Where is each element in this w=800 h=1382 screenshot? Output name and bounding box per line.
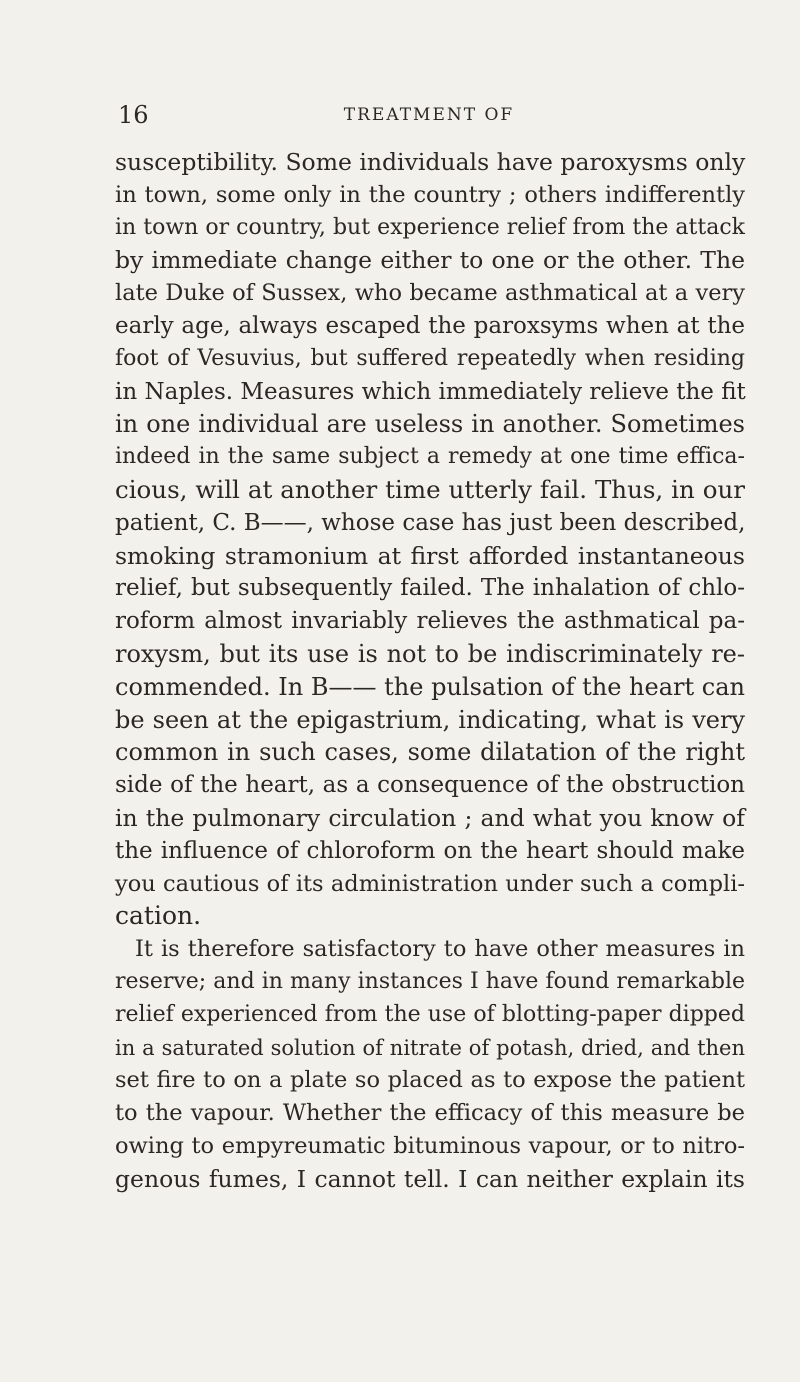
text-line: roform almost invariably relieves the asthmatical pa- [115,608,745,635]
text-line: commended. In B—— the pulsation of the heart can [115,672,745,701]
text-line: in town or country, but experience relief from the attack [115,214,745,240]
running-title: TREATMENT OF [343,105,515,125]
text-line: owing to empyreumatic bituminous vapour, or to nitro- [115,1132,745,1159]
text-line: genous fumes, I cannot tell. I can neither explain its [115,1164,745,1193]
text-line: late Duke of Sussex, who became asthmatical at a very [115,280,745,307]
text-line: the influence of chloroform on the heart should make [115,837,745,864]
text-line: relief, but subsequently failed. The inhalation of chlo- [115,575,745,602]
text-line: patient, C. B——, whose case has just been described, [115,509,746,536]
page-number: 16 [118,101,149,129]
text-line: It is therefore satisfactory to have other measures in [135,936,745,963]
text-line: side of the heart, as a consequence of the obstruction [115,772,745,799]
text-line: in a saturated solution of nitrate of potash, dried, and then [115,1035,745,1060]
text-line: you cautious of its administration under such a compli- [115,870,745,897]
text-line: in town, some only in the country ; others indifferently [115,181,745,208]
text-line: set fire to on a plate so placed as to expose the patient [115,1067,745,1094]
text-line: by immediate change either to one or the other. The [115,246,745,275]
text-line: indeed in the same subject a remedy at one time effica- [115,444,745,470]
text-line: susceptibility. Some individuals have paroxysms only [115,148,746,176]
text-line: roxysm, but its use is not to be indiscriminately re- [115,639,745,668]
text-line: reserve; and in many instances I have found remarkable [115,968,745,994]
text-line: early age, always escaped the paroxsyms when at the [115,312,745,339]
text-line: in the pulmonary circulation ; and what you know of [115,803,745,832]
text-line: cation. [115,901,202,931]
text-line: foot of Vesuvius, but suffered repeatedly when residing [115,345,745,371]
text-line: common in such cases, some dilatation of the right [115,738,745,767]
text-line: relief experienced from the use of blotting-paper dipped [115,1001,745,1027]
running-head [118,100,740,130]
text-line: in one individual are useless in another. Sometimes [115,410,745,439]
text-line: to the vapour. Whether the efficacy of this measure be [115,1100,745,1127]
text-line: cious, will at another time utterly fail. Thus, in our [115,474,745,504]
body-text [115,146,745,1196]
text-line: in Naples. Measures which immediately relieve the fit [115,378,746,405]
text-line: smoking stramonium at first afforded instantaneous [115,541,745,570]
text-line: be seen at the epigastrium, indicating, what is very [115,705,745,734]
